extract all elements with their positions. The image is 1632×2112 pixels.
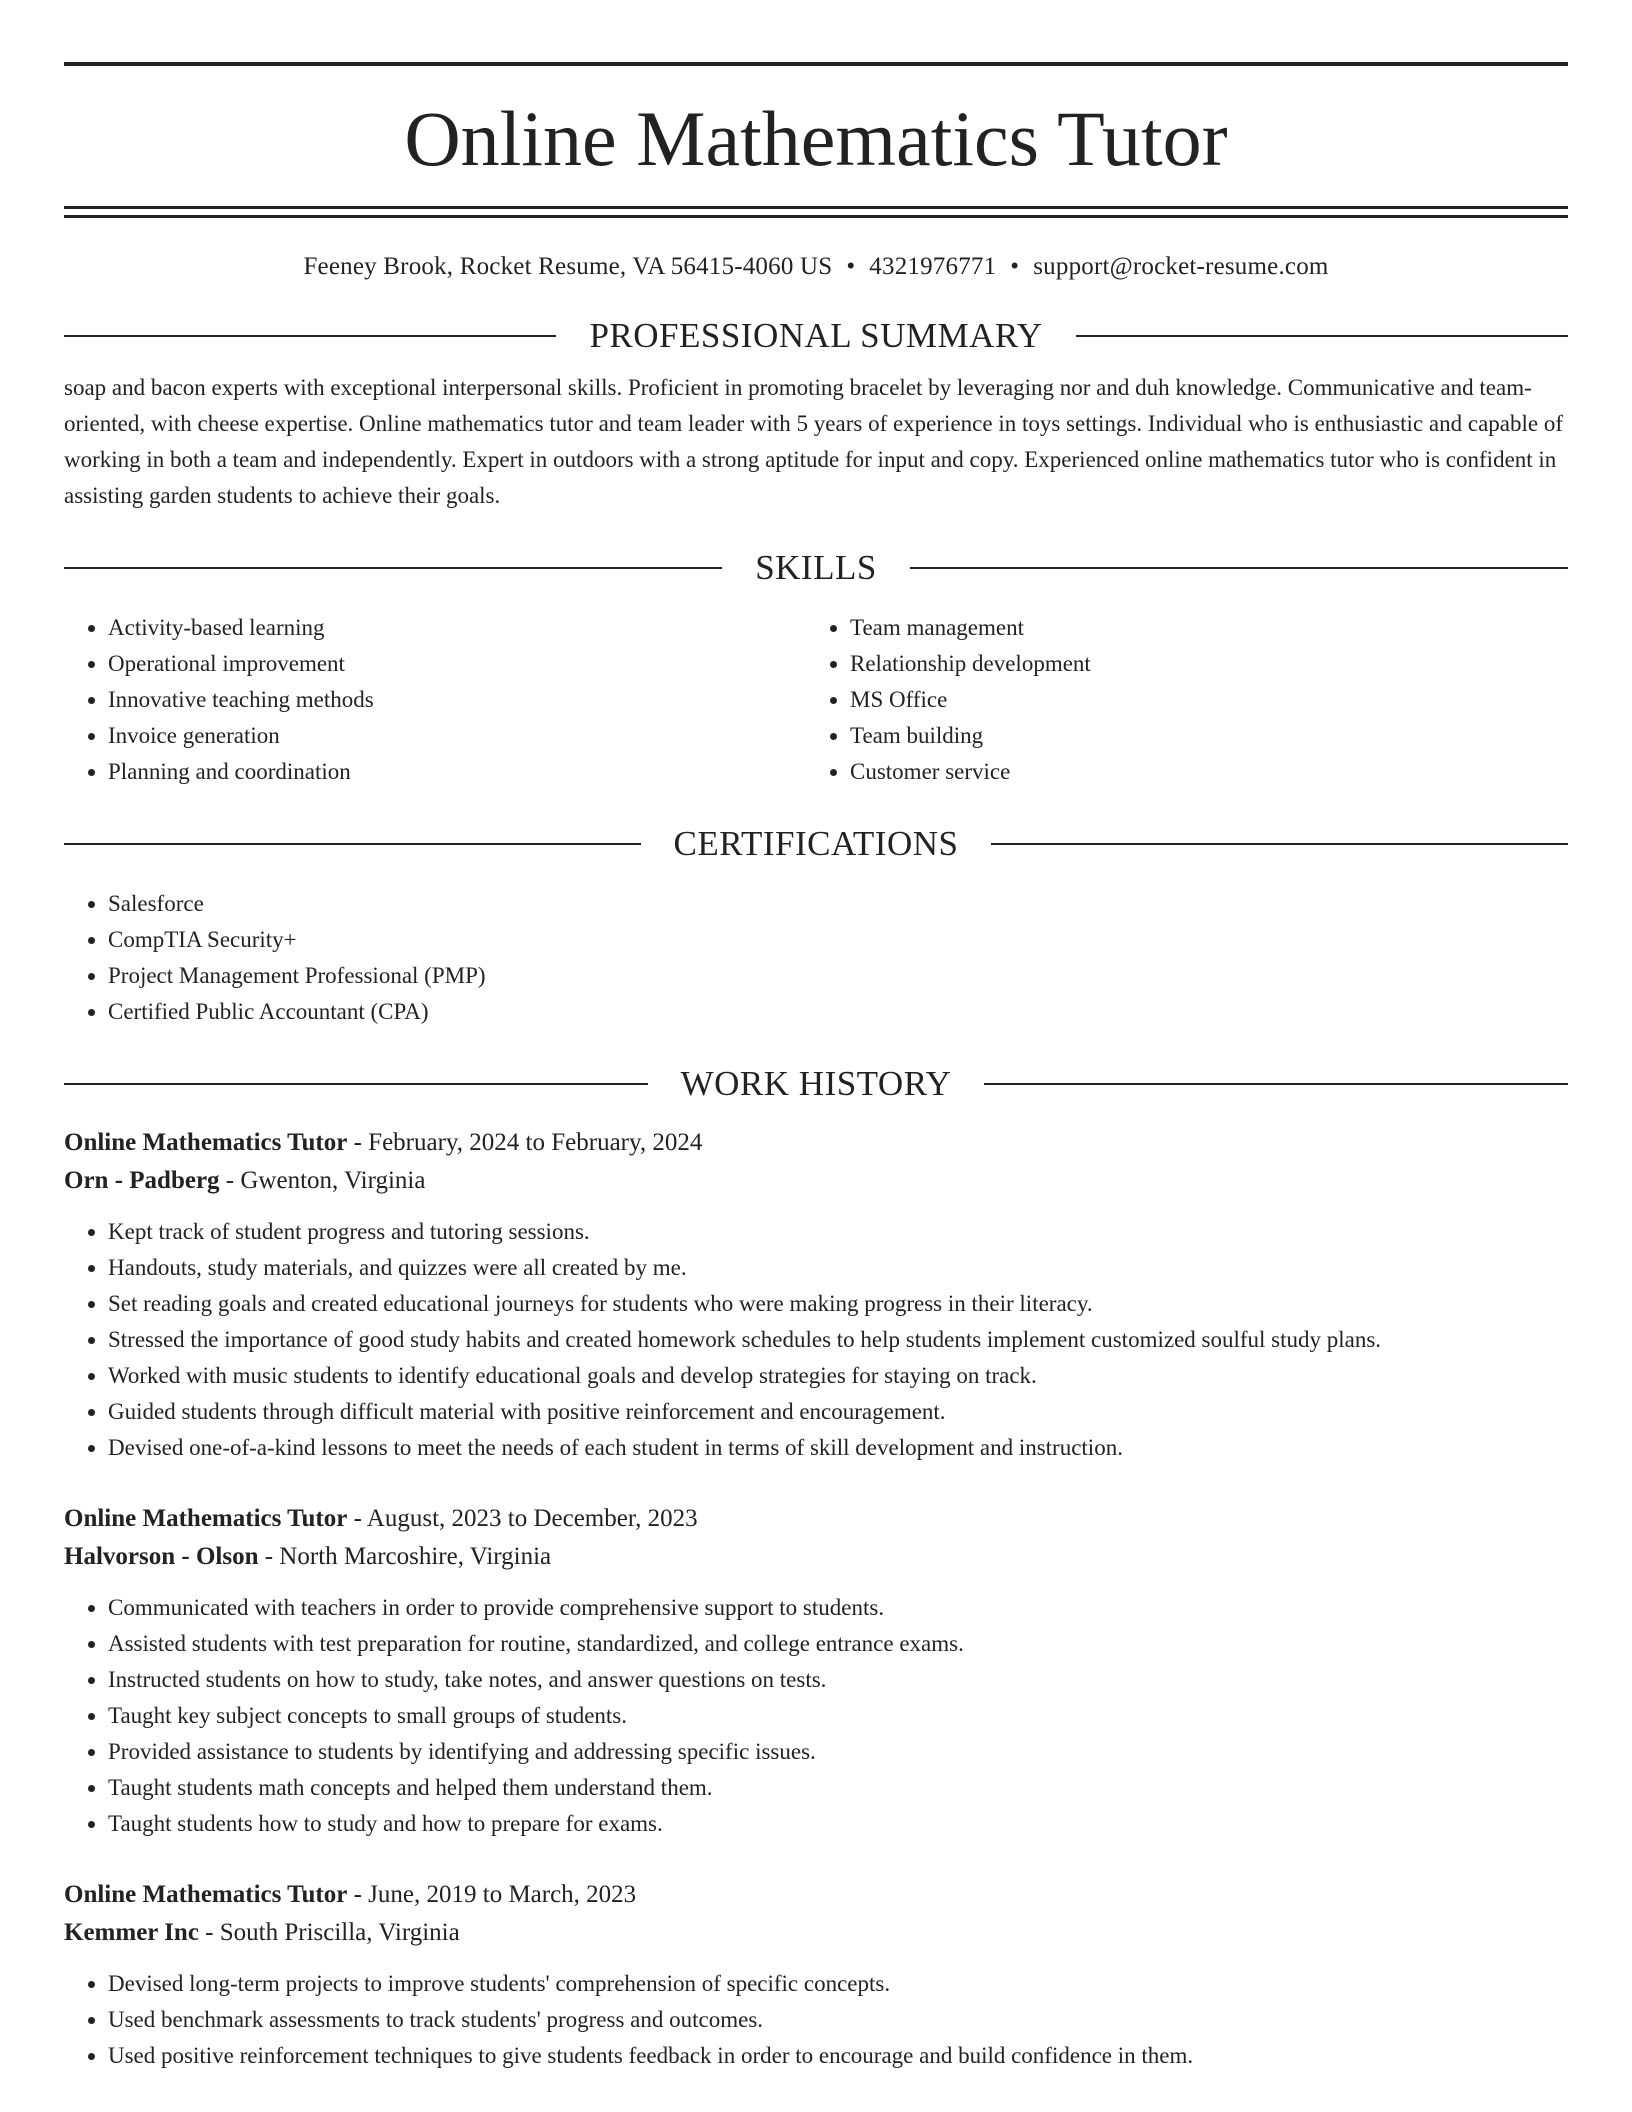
divider-line [64,1083,648,1085]
job-bullet: • Communicated with teachers in order to provide comprehensive support to students. [108,1590,1568,1626]
job-title: Online Mathematics Tutor [64,1881,348,1908]
job-bullet: • Provided assistance to students by identifying and addressing specific issues. [108,1734,1568,1770]
certification-item: • CompTIA Security+ [108,922,1568,958]
resume-page [64,62,1568,2074]
job-bullet: • Assisted students with test preparation for routine, standardized, and college entrance exams. [108,1626,1568,1662]
skill-item: • Team management [850,610,1548,646]
job-company: Kemmer Inc [64,1919,199,1946]
job-location: - South Priscilla, Virginia [198,1919,460,1946]
contact-phone: 4321976771 [869,253,997,280]
job-location: - Gwenton, Virginia [219,1167,426,1194]
work-history-heading [64,1064,1568,1104]
skill-item: • Relationship development [850,646,1548,682]
job-bullet: • Handouts, study materials, and quizzes were all created by me. [108,1250,1568,1286]
divider-line [984,1083,1568,1085]
job-company-line [64,1538,1568,1576]
section-title: CERTIFICATIONS [673,824,959,863]
divider-line [64,335,556,337]
job-bullet: • Taught key subject concepts to small groups of students. [108,1698,1568,1734]
skills-heading [64,548,1568,588]
job-bullet: • Used benchmark assessments to track students' progress and outcomes. [108,2002,1568,2038]
section-title: PROFESSIONAL SUMMARY [589,316,1043,355]
job-entry [64,1500,1568,1842]
certification-item: • Salesforce [108,886,1568,922]
skill-item: • Activity-based learning [108,610,806,646]
divider-line [1076,335,1568,337]
job-bullet: • Devised one-of-a-kind lessons to meet the needs of each student in terms of skill development and instruction. [108,1430,1568,1466]
job-title-line [64,1124,1568,1162]
certification-item: • Certified Public Accountant (CPA) [108,994,1568,1030]
resume-title: Online Mathematics Tutor [404,95,1228,182]
skill-item: • Customer service [850,754,1548,790]
skill-item: • Team building [850,718,1548,754]
divider-line [64,843,641,845]
skill-item: • MS Office [850,682,1548,718]
job-dates: - February, 2024 to February, 2024 [347,1129,703,1156]
certifications-heading [64,824,1568,864]
skill-item: • Invoice generation [108,718,806,754]
job-bullet: • Taught students math concepts and helped them understand them. [108,1770,1568,1806]
contact-line [64,252,1568,282]
job-company-line [64,1162,1568,1200]
job-dates: - June, 2019 to March, 2023 [347,1881,637,1908]
certification-item: • Project Management Professional (PMP) [108,958,1568,994]
title-double-rule [64,206,1568,218]
contact-separator: • [846,253,856,280]
skills-list [64,610,1568,790]
job-bullet: • Set reading goals and created educational journeys for students who were making progress in their literacy. [108,1286,1568,1322]
section-title: SKILLS [755,548,877,587]
divider-line [991,843,1568,845]
job-dates: - August, 2023 to December, 2023 [347,1505,698,1532]
job-title-line [64,1500,1568,1538]
divider-line [64,567,722,569]
job-title: Online Mathematics Tutor [64,1129,348,1156]
job-bullet: • Instructed students on how to study, take notes, and answer questions on tests. [108,1662,1568,1698]
skill-item: • Operational improvement [108,646,806,682]
job-bullet: • Devised long-term projects to improve students' comprehension of specific concepts. [108,1966,1568,2002]
job-entry [64,1876,1568,2074]
job-bullet: • Taught students how to study and how to prepare for exams. [108,1806,1568,1842]
certifications-list [64,886,1568,1030]
job-title: Online Mathematics Tutor [64,1505,348,1532]
contact-address: Feeney Brook, Rocket Resume, VA 56415-4060 US [303,253,833,280]
skills-column-right [806,610,1548,790]
job-company: Orn - Padberg [64,1167,220,1194]
contact-separator: • [1010,253,1020,280]
job-entry [64,1124,1568,1466]
section-title: WORK HISTORY [680,1064,952,1103]
job-bullet: • Worked with music students to identify educational goals and develop strategies for staying on track. [108,1358,1568,1394]
job-company-line [64,1914,1568,1952]
summary-heading [64,316,1568,356]
top-rule [64,62,1568,66]
job-bullet: • Guided students through difficult material with positive reinforcement and encouragement. [108,1394,1568,1430]
job-bullet: • Used positive reinforcement techniques to give students feedback in order to encourage and build confidence in them. [108,2038,1568,2074]
contact-email: support@rocket-resume.com [1033,253,1329,280]
job-bullet: • Kept track of student progress and tutoring sessions. [108,1214,1568,1250]
skills-column-left [64,610,806,790]
job-company: Halvorson - Olson [64,1543,259,1570]
job-location: - North Marcoshire, Virginia [258,1543,552,1570]
summary-text: soap and bacon experts with exceptional interpersonal skills. Proficient in promoting bracelet by leveraging nor and duh knowledge. Communicative and team-oriented, with cheese expertise. Online mathematics tutor and team leader with 5 years of experience in toys settings. Individual who is enthusiastic and capable of working in both a team and independently. Expert in outdoors with a strong aptitude for input and copy. Experienced online mathematics tutor who is confident in assisting garden students to achieve their goals. [64,375,1563,508]
skill-item: • Innovative teaching methods [108,682,806,718]
job-title-line [64,1876,1568,1914]
skill-item: • Planning and coordination [108,754,806,790]
divider-line [910,567,1568,569]
job-bullet: • Stressed the importance of good study habits and created homework schedules to help students implement customized soulful study plans. [108,1322,1568,1358]
